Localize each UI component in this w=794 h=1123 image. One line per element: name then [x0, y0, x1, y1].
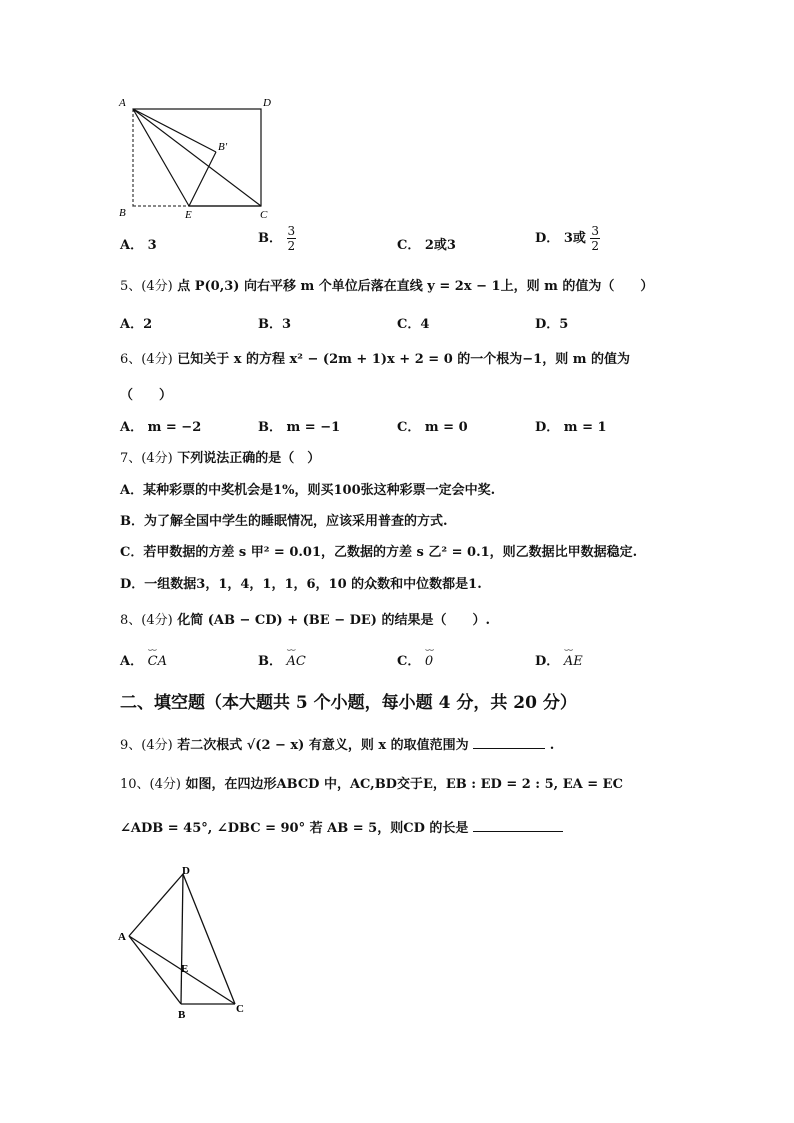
figure-1-rectangle: [115, 92, 285, 222]
question-text: 如图，在四边形ABCD 中，AC,BD交于E，EB : ED = 2 : 5, EA = EC: [185, 777, 623, 792]
label-E: E: [185, 209, 192, 221]
option-letter: D．: [535, 654, 560, 669]
fraction: [590, 224, 600, 253]
option-letter: C．: [397, 654, 421, 669]
q6-answer-paren: （ ）: [120, 388, 173, 403]
numerator: 3: [591, 224, 600, 238]
q8-option-a[interactable]: [120, 650, 167, 669]
question-number: 6、(4分): [120, 352, 173, 367]
question-text: 化简 (AB − CD) + (BE − DE) 的结果是（ ）.: [177, 613, 491, 628]
q4-option-d[interactable]: [535, 224, 600, 253]
answer-blank[interactable]: [473, 819, 563, 832]
q10-stem-line1: [120, 773, 623, 792]
option-letter: A．: [120, 238, 144, 253]
option-letter: A．: [120, 654, 144, 669]
option-letter: D．: [535, 231, 560, 246]
q6-stem: [120, 348, 630, 367]
q8-option-c[interactable]: [397, 650, 433, 669]
q8-option-d[interactable]: [535, 650, 583, 669]
label-B: B: [119, 207, 126, 219]
q4-option-b[interactable]: [258, 224, 296, 253]
fraction: [287, 224, 297, 253]
option-text: 3或: [563, 231, 586, 246]
q4-option-c[interactable]: [397, 234, 456, 253]
vector-ac: ⌣⌣ AC: [287, 654, 306, 669]
label-A: A: [119, 97, 126, 109]
q6-option-c[interactable]: C． m = 0: [397, 420, 468, 435]
q7-option-c[interactable]: C．若甲数据的方差 s 甲² = 0.01，乙数据的方差 s 乙² = 0.1，则乙数据比甲数据稳定.: [120, 545, 638, 560]
section-2-title: 二、填空题（本大题共 5 个小题，每小题 4 分，共 20 分）: [120, 693, 577, 713]
q5-option-b[interactable]: B．3: [258, 317, 292, 332]
q5-stem: [120, 275, 653, 294]
label-B: B: [178, 1009, 186, 1021]
q8-stem: [120, 609, 490, 628]
label-C: C: [236, 1003, 244, 1015]
option-text: 3: [147, 238, 157, 253]
period: .: [549, 738, 555, 753]
question-number: 8、(4分): [120, 613, 173, 628]
q9-stem: [120, 734, 554, 753]
q7-stem: [120, 447, 320, 466]
label-C: C: [260, 209, 268, 221]
question-text: 已知关于 x 的方程 x² − (2m + 1)x + 2 = 0 的一个根为−1，则 m 的值为: [177, 352, 631, 367]
label-Bp: B': [218, 141, 228, 153]
q7-option-d[interactable]: D．一组数据3，1，4，1，1，6，10 的众数和中位数都是1.: [120, 577, 482, 592]
q5-option-c[interactable]: C．4: [397, 317, 430, 332]
question-number: 5、(4分): [120, 279, 173, 294]
label-A: A: [118, 931, 126, 943]
q5-option-d[interactable]: D．5: [535, 317, 569, 332]
question-number: 7、(4分): [120, 451, 173, 466]
q7-option-b[interactable]: B．为了解全国中学生的睡眠情况，应该采用普查的方式.: [120, 514, 448, 529]
question-text: ∠ADB = 45°, ∠DBC = 90° 若 AB = 5，则CD 的长是: [120, 821, 469, 836]
option-text: 2或3: [424, 238, 456, 253]
option-letter: C．: [397, 238, 421, 253]
q6-option-d[interactable]: D． m = 1: [535, 420, 607, 435]
figure-2-quadrilateral: [115, 862, 260, 1022]
denominator: 2: [591, 239, 600, 253]
label-D: D: [263, 97, 271, 109]
question-text: 下列说法正确的是（ ）: [177, 451, 321, 466]
question-number: 10、(4分): [120, 777, 181, 792]
denominator: 2: [287, 239, 296, 253]
answer-blank[interactable]: [473, 736, 545, 749]
q5-option-a[interactable]: A．2: [120, 317, 153, 332]
vector-ca: ⌣⌣ CA: [148, 654, 167, 669]
vector-zero: ⌣⌣ 0: [425, 654, 433, 669]
q6-option-a[interactable]: A． m = −2: [120, 420, 202, 435]
q8-option-b[interactable]: [258, 650, 306, 669]
q4-option-a[interactable]: [120, 234, 157, 253]
question-number: 9、(4分): [120, 738, 173, 753]
question-text: 点 P(0,3) 向右平移 m 个单位后落在直线 y = 2x − 1上，则 m 的值为（ ）: [177, 279, 654, 294]
label-D: D: [182, 865, 190, 877]
question-text: 若二次根式 √(2 − x) 有意义，则 x 的取值范围为: [177, 738, 469, 753]
option-letter: B．: [258, 654, 282, 669]
option-letter: B．: [258, 231, 282, 246]
q10-stem-line2: [120, 817, 563, 836]
q7-option-a[interactable]: A．某种彩票的中奖机会是1%，则买100张这种彩票一定会中奖.: [120, 483, 496, 498]
numerator: 3: [287, 224, 296, 238]
label-E: E: [181, 963, 189, 975]
vector-ae: ⌣⌣ AE: [564, 654, 583, 669]
q6-option-b[interactable]: B． m = −1: [258, 420, 341, 435]
